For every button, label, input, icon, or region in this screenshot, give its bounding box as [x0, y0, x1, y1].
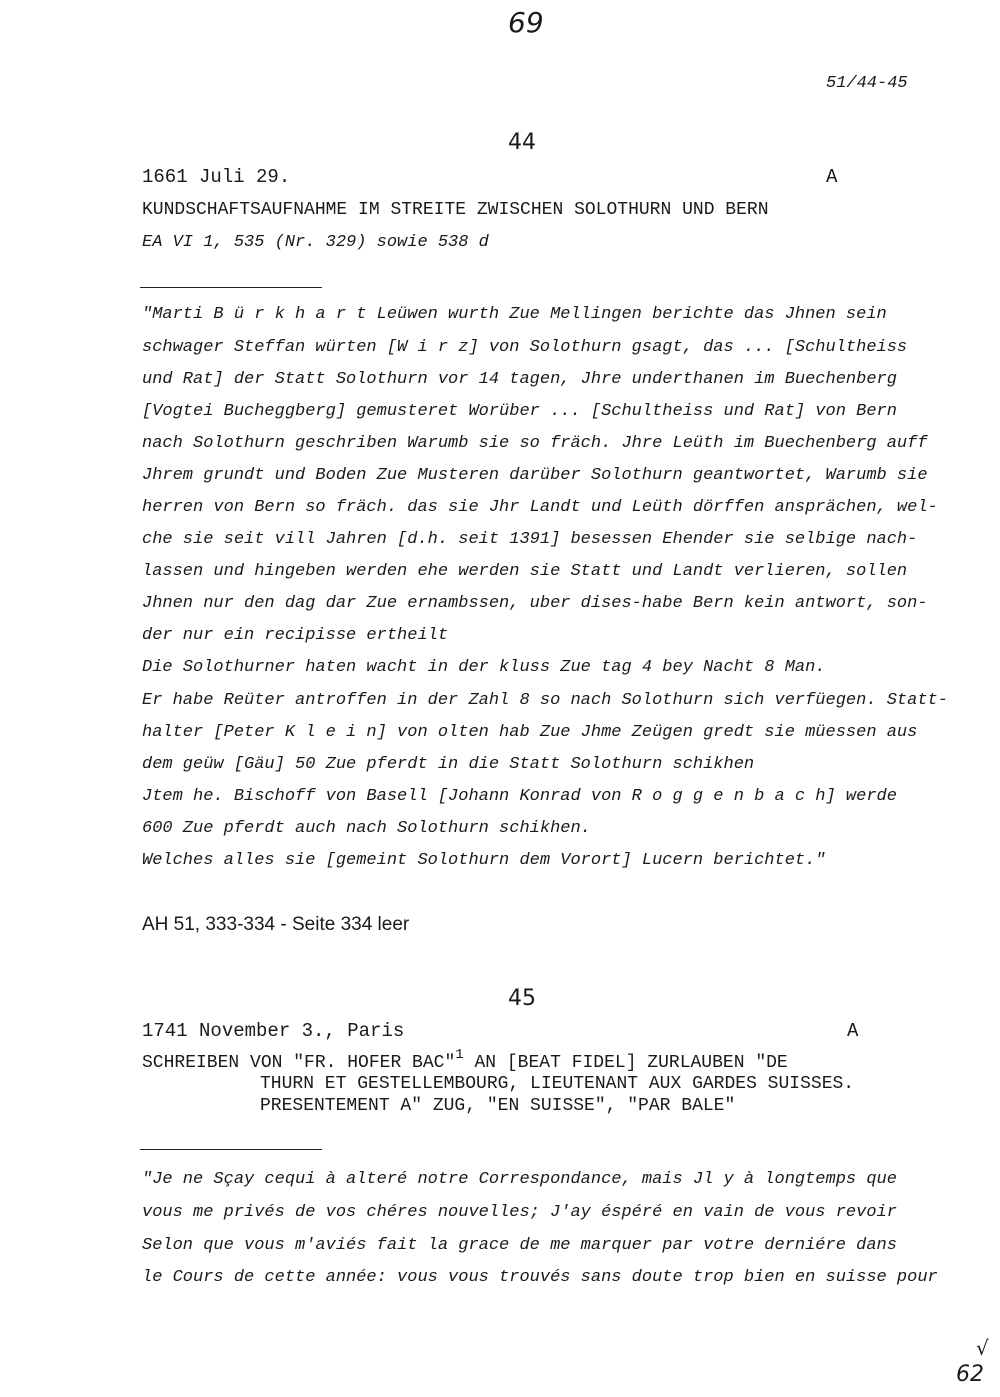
- entry-44-title: KUNDSCHAFTSAUFNAHME IM STREITE ZWISCHEN SOLOTHURN UND BERN: [142, 200, 769, 220]
- entry-44-line: dem geüw [Gäu] 50 Zue pferdt in die Statt Solothurn schikhen: [142, 755, 755, 774]
- handwritten-check-mark: √: [976, 1336, 989, 1360]
- entry-45-line: Selon que vous m'aviés fait la grace de me marquer par votre derniére dans: [142, 1236, 897, 1255]
- entry-44-line: Jhrem grundt und Boden Zue Musteren darüber Solothurn geantwortet, Warumb sie: [142, 466, 928, 485]
- separator-rule-45: [140, 1149, 322, 1150]
- entry-45-title-post: AN [BEAT FIDEL] ZURLAUBEN "DE: [463, 1053, 788, 1073]
- entry-44-line: der nur ein recipisse ertheilt: [142, 626, 449, 645]
- entry-44-line: 600 Zue pferdt auch nach Solothurn schikhen.: [142, 819, 591, 838]
- entry-44-line: und Rat] der Statt Solothurn vor 14 tagen, Jhre underthanen im Buechenberg: [142, 370, 897, 389]
- footnote-marker: 1: [455, 1047, 464, 1063]
- entry-44-source: AH 51, 333-334 - Seite 334 leer: [142, 914, 410, 935]
- entry-45-title-line3: PRESENTEMENT A" ZUG, "EN SUISSE", "PAR BALE": [260, 1096, 736, 1116]
- entry-44-line: Er habe Reüter antroffen in der Zahl 8 so nach Solothurn sich verfüegen. Statt-: [142, 691, 948, 710]
- entry-44-marker: A: [826, 166, 838, 188]
- entry-number-45: 45: [508, 986, 536, 1011]
- entry-44-reference: EA VI 1, 535 (Nr. 329) sowie 538 d: [142, 233, 489, 252]
- entry-44-line: lassen und hingeben werden ehe werden sie Statt und Landt verlieren, sollen: [142, 562, 908, 581]
- entry-44-line: herren von Bern so fräch. das sie Jhr Landt und Leüth dörffen ansprächen, wel-: [142, 498, 938, 517]
- entry-45-line: "Je ne Sçay cequi à alteré notre Correspondance, mais Jl y à longtemps que: [142, 1170, 897, 1189]
- entry-44-date: 1661 Juli 29.: [142, 166, 291, 188]
- entry-45-marker: A: [847, 1020, 859, 1042]
- entry-number-44: 44: [508, 130, 536, 155]
- entry-45-date: 1741 November 3., Paris: [142, 1020, 405, 1042]
- entry-44-line: che sie seit vill Jahren [d.h. seit 1391] besessen Ehender sie selbige nach-: [142, 530, 918, 549]
- entry-44-line: Jhnen nur den dag dar Zue ernambssen, uber dises-habe Bern kein antwort, son-: [142, 594, 928, 613]
- entry-44-line: [Vogtei Bucheggberg] gemusteret Worüber ... [Schultheiss und Rat] von Bern: [142, 402, 897, 421]
- archive-reference: 51/44-45: [826, 74, 908, 93]
- handwritten-bottom-number: 62: [956, 1362, 984, 1387]
- entry-44-line: halter [Peter K l e i n] von olten hab Zue Jhme Zeügen gredt sie müessen aus: [142, 723, 918, 742]
- entry-44-line: schwager Steffan würten [W i r z] von Solothurn gsagt, das ... [Schultheiss: [142, 338, 908, 357]
- entry-45-line: vous me privés de vos chéres nouvelles; J'ay éspéré en vain de vous revoir: [142, 1203, 897, 1222]
- entry-44-line: Jtem he. Bischoff von Basell [Johann Konrad von R o g g e n b a c h] werde: [142, 787, 897, 806]
- entry-44-line: "Marti B ü r k h a r t Leüwen wurth Zue Mellingen berichte das Jhnen sein: [142, 305, 887, 324]
- entry-44-line: nach Solothurn geschriben Warumb sie so fräch. Jhre Leüth im Buechenberg auff: [142, 434, 928, 453]
- entry-45-title-line1: [142, 1047, 788, 1073]
- entry-45-title-pre: SCHREIBEN VON "FR. HOFER BAC": [142, 1053, 456, 1073]
- handwritten-page-number: 69: [508, 6, 544, 39]
- entry-45-title-line2: THURN ET GESTELLEMBOURG, LIEUTENANT AUX GARDES SUISSES.: [260, 1074, 855, 1094]
- entry-44-line: Welches alles sie [gemeint Solothurn dem Vorort] Lucern berichtet.": [142, 851, 826, 870]
- entry-45-line: le Cours de cette année: vous vous trouvés sans doute trop bien en suisse pour: [142, 1268, 938, 1287]
- entry-44-line: Die Solothurner haten wacht in der kluss Zue tag 4 bey Nacht 8 Man.: [142, 658, 826, 677]
- separator-rule-44: [140, 287, 322, 288]
